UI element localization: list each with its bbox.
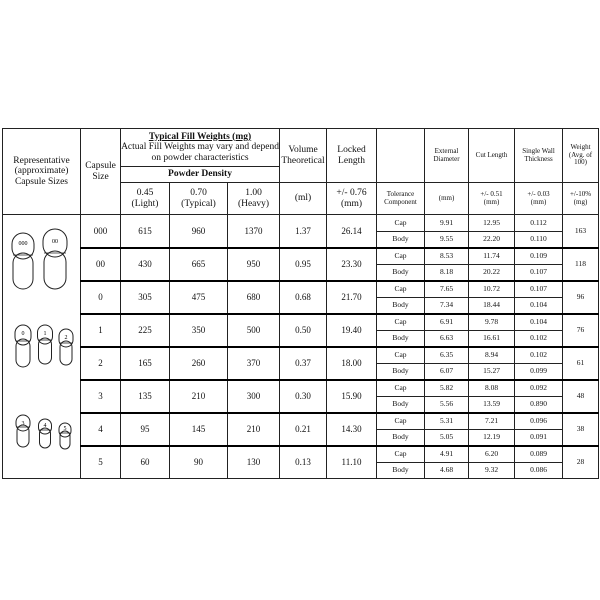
cap-cut-length-cell: 10.72: [469, 281, 515, 298]
cap-wall-cell: 0.096: [515, 413, 563, 430]
cap-wall-cell: 0.104: [515, 314, 563, 331]
body-cut-length-cell: 12.19: [469, 429, 515, 446]
body-label: Body: [377, 396, 425, 413]
cap-wall-cell: 0.092: [515, 380, 563, 397]
fill-heavy-cell: 500: [228, 314, 280, 347]
capsule-size-cell: 0: [81, 281, 121, 314]
fill-heavy-cell: 300: [228, 380, 280, 413]
table-row: [3, 380, 599, 397]
capsule-icon: [43, 229, 67, 289]
cap-diameter-cell: 6.91: [425, 314, 469, 331]
fill-typical-cell: 475: [170, 281, 228, 314]
capsule-icon-label: 5: [63, 426, 67, 432]
weight-cell: 118: [563, 248, 599, 281]
fill-light-cell: 225: [121, 314, 170, 347]
body-cut-length-cell: 13.59: [469, 396, 515, 413]
table-row: [3, 281, 599, 298]
cap-label: Cap: [377, 347, 425, 364]
weight-unit: (mg): [573, 197, 588, 206]
table-row: [3, 446, 599, 463]
cap-cut-length-cell: 11.74: [469, 248, 515, 265]
capsule-icon-label: 1: [43, 331, 47, 337]
fill-typical-cell: 260: [170, 347, 228, 380]
representative-header: Representative (approximate) Capsule Sizes: [3, 129, 81, 215]
fill-weights-note: Actual Fill Weights may vary and depend on powder characteristics: [121, 142, 279, 163]
density-typical-value: 0.70: [190, 187, 207, 198]
cap-wall-cell: 0.109: [515, 248, 563, 265]
volume-cell: 0.95: [280, 248, 327, 281]
body-cut-length-cell: 22.20: [469, 231, 515, 248]
capsule-icon: [39, 419, 52, 448]
cap-diameter-cell: 5.82: [425, 380, 469, 397]
weight-cell: 163: [563, 215, 599, 248]
cap-diameter-cell: 4.91: [425, 446, 469, 463]
cap-label: Cap: [377, 413, 425, 430]
body-diameter-cell: 9.55: [425, 231, 469, 248]
cap-wall-cell: 0.089: [515, 446, 563, 463]
cap-cut-length-cell: 8.08: [469, 380, 515, 397]
cap-diameter-cell: 7.65: [425, 281, 469, 298]
cap-diameter-cell: 9.91: [425, 215, 469, 232]
cap-wall-cell: 0.107: [515, 281, 563, 298]
locked-length-cell: 21.70: [327, 281, 377, 314]
body-cut-length-cell: 15.27: [469, 363, 515, 380]
density-typical: [170, 183, 228, 215]
locked-tolerance: [327, 183, 377, 215]
capsule-size-cell: 00: [81, 248, 121, 281]
cap-cut-length-cell: 12.95: [469, 215, 515, 232]
weight-cell: 38: [563, 413, 599, 446]
table-row: [3, 413, 599, 430]
weight-tolerance: [563, 183, 599, 215]
density-light: [121, 183, 170, 215]
volume-cell: 0.13: [280, 446, 327, 479]
capsule-size-header: Capsule Size: [81, 129, 121, 215]
cap-label: Cap: [377, 380, 425, 397]
capsule-icon: [15, 325, 31, 367]
body-wall-cell: 0.091: [515, 429, 563, 446]
fill-light-cell: 135: [121, 380, 170, 413]
fill-light-cell: 305: [121, 281, 170, 314]
cut-length-unit: (mm): [483, 197, 500, 206]
locked-length-cell: 26.14: [327, 215, 377, 248]
body-label: Body: [377, 429, 425, 446]
fill-weights-header: [121, 129, 280, 167]
wall-tolerance: [515, 183, 563, 215]
cap-label: Cap: [377, 446, 425, 463]
capsule-size-cell: 2: [81, 347, 121, 380]
cap-diameter-cell: 6.35: [425, 347, 469, 364]
fill-typical-cell: 90: [170, 446, 228, 479]
body-label: Body: [377, 264, 425, 281]
density-light-value: 0.45: [136, 187, 154, 198]
table-row: [3, 248, 599, 265]
fill-heavy-cell: 950: [228, 248, 280, 281]
capsule-illustrations: [3, 215, 81, 479]
fill-heavy-cell: 1370: [228, 215, 280, 248]
fill-heavy-cell: 370: [228, 347, 280, 380]
fill-light-cell: 165: [121, 347, 170, 380]
fill-light-cell: 615: [121, 215, 170, 248]
weight-cell: 61: [563, 347, 599, 380]
locked-tolerance-value: +/- 0.76: [336, 187, 367, 198]
fill-heavy-cell: 130: [228, 446, 280, 479]
fill-typical-cell: 665: [170, 248, 228, 281]
fill-typical-cell: 960: [170, 215, 228, 248]
volume-unit: (ml): [280, 183, 327, 215]
capsule-icon-label: 4: [43, 423, 47, 429]
volume-cell: 0.68: [280, 281, 327, 314]
cap-cut-length-cell: 6.20: [469, 446, 515, 463]
locked-length-header: Locked Length: [327, 129, 377, 183]
body-wall-cell: 0.104: [515, 297, 563, 314]
capsule-icon-label: 0: [21, 331, 25, 337]
body-cut-length-cell: 9.32: [469, 462, 515, 479]
body-cut-length-cell: 16.61: [469, 330, 515, 347]
capsule-icon-label: 2: [64, 335, 68, 341]
density-typical-label: (Typical): [181, 198, 216, 209]
fill-heavy-cell: 680: [228, 281, 280, 314]
external-diameter-header: External Diameter: [425, 129, 469, 183]
locked-length-cell: 14.30: [327, 413, 377, 446]
locked-length-cell: 15.90: [327, 380, 377, 413]
capsule-drawings: [3, 215, 81, 479]
weight-cell: 28: [563, 446, 599, 479]
cap-wall-cell: 0.102: [515, 347, 563, 364]
body-diameter-cell: 5.56: [425, 396, 469, 413]
volume-header: Volume Theoretical: [280, 129, 327, 183]
locked-length-cell: 18.00: [327, 347, 377, 380]
fill-light-cell: 95: [121, 413, 170, 446]
weight-cell: 76: [563, 314, 599, 347]
volume-cell: 0.37: [280, 347, 327, 380]
capsule-size-cell: 1: [81, 314, 121, 347]
locked-length-cell: 11.10: [327, 446, 377, 479]
capsule-icon: [59, 329, 73, 365]
capsule-size-cell: 3: [81, 380, 121, 413]
fill-light-cell: 60: [121, 446, 170, 479]
body-label: Body: [377, 462, 425, 479]
body-diameter-cell: 7.34: [425, 297, 469, 314]
weight-cell: 96: [563, 281, 599, 314]
body-cut-length-cell: 18.44: [469, 297, 515, 314]
cap-label: Cap: [377, 314, 425, 331]
weight-cell: 48: [563, 380, 599, 413]
fill-weights-title: Typical Fill Weights (mg): [148, 131, 252, 142]
fill-light-cell: 430: [121, 248, 170, 281]
cap-cut-length-cell: 8.94: [469, 347, 515, 364]
body-wall-cell: 0.102: [515, 330, 563, 347]
fill-heavy-cell: 210: [228, 413, 280, 446]
capsule-icon: [38, 325, 53, 364]
body-label: Body: [377, 330, 425, 347]
body-diameter-cell: 6.63: [425, 330, 469, 347]
locked-length-cell: 23.30: [327, 248, 377, 281]
external-diameter-unit: (mm): [425, 183, 469, 215]
fill-typical-cell: 210: [170, 380, 228, 413]
volume-cell: 1.37: [280, 215, 327, 248]
table-row: [3, 215, 599, 232]
body-wall-cell: 0.099: [515, 363, 563, 380]
capsule-size-cell: 000: [81, 215, 121, 248]
body-wall-cell: 0.890: [515, 396, 563, 413]
cap-wall-cell: 0.112: [515, 215, 563, 232]
capsule-icon-label: 000: [18, 241, 28, 247]
tolerance-component-header: Tolerance Component: [377, 183, 425, 215]
cap-diameter-cell: 5.31: [425, 413, 469, 430]
tolerance-blank-header: [377, 129, 425, 183]
body-diameter-cell: 4.68: [425, 462, 469, 479]
table-row: [3, 347, 599, 364]
cut-length-tolerance: [469, 183, 515, 215]
powder-density-header: Powder Density: [121, 167, 280, 183]
volume-cell: 0.50: [280, 314, 327, 347]
body-diameter-cell: 8.18: [425, 264, 469, 281]
cap-label: Cap: [377, 281, 425, 298]
cap-cut-length-cell: 9.78: [469, 314, 515, 331]
cap-label: Cap: [377, 215, 425, 232]
density-heavy-label: (Heavy): [237, 198, 270, 209]
fill-typical-cell: 350: [170, 314, 228, 347]
capsule-icon: [12, 233, 34, 289]
volume-cell: 0.30: [280, 380, 327, 413]
cap-cut-length-cell: 7.21: [469, 413, 515, 430]
capsule-size-cell: 4: [81, 413, 121, 446]
body-wall-cell: 0.107: [515, 264, 563, 281]
cut-length-header: Cut Length: [469, 129, 515, 183]
locked-unit: (mm): [340, 198, 363, 209]
body-wall-cell: 0.110: [515, 231, 563, 248]
body-wall-cell: 0.086: [515, 462, 563, 479]
wall-unit: (mm): [530, 197, 547, 206]
capsule-size-cell: 5: [81, 446, 121, 479]
body-label: Body: [377, 363, 425, 380]
weight-header: Weight (Avg. of 100): [563, 129, 599, 183]
capsule-icon-label: 3: [21, 421, 25, 427]
volume-cell: 0.21: [280, 413, 327, 446]
body-label: Body: [377, 231, 425, 248]
density-heavy: [228, 183, 280, 215]
body-diameter-cell: 5.05: [425, 429, 469, 446]
body-label: Body: [377, 297, 425, 314]
cap-diameter-cell: 8.53: [425, 248, 469, 265]
locked-length-cell: 19.40: [327, 314, 377, 347]
density-heavy-value: 1.00: [245, 187, 262, 198]
cut-length-tolerance-value: +/- 0.51: [480, 189, 503, 198]
capsule-icon-label: 00: [52, 239, 58, 245]
weight-tolerance-value: +/-10%: [569, 189, 592, 198]
body-diameter-cell: 6.07: [425, 363, 469, 380]
density-light-label: (Light): [131, 198, 159, 209]
capsule-icon: [59, 423, 71, 449]
capsule-icon: [16, 415, 30, 447]
wall-tolerance-value: +/- 0.03: [527, 189, 550, 198]
capsule-size-chart: [2, 128, 598, 476]
capsule-spec-table: [2, 128, 599, 479]
table-row: [3, 314, 599, 331]
fill-typical-cell: 145: [170, 413, 228, 446]
cap-label: Cap: [377, 248, 425, 265]
wall-thickness-header: Single Wall Thickness: [515, 129, 563, 183]
body-cut-length-cell: 20.22: [469, 264, 515, 281]
